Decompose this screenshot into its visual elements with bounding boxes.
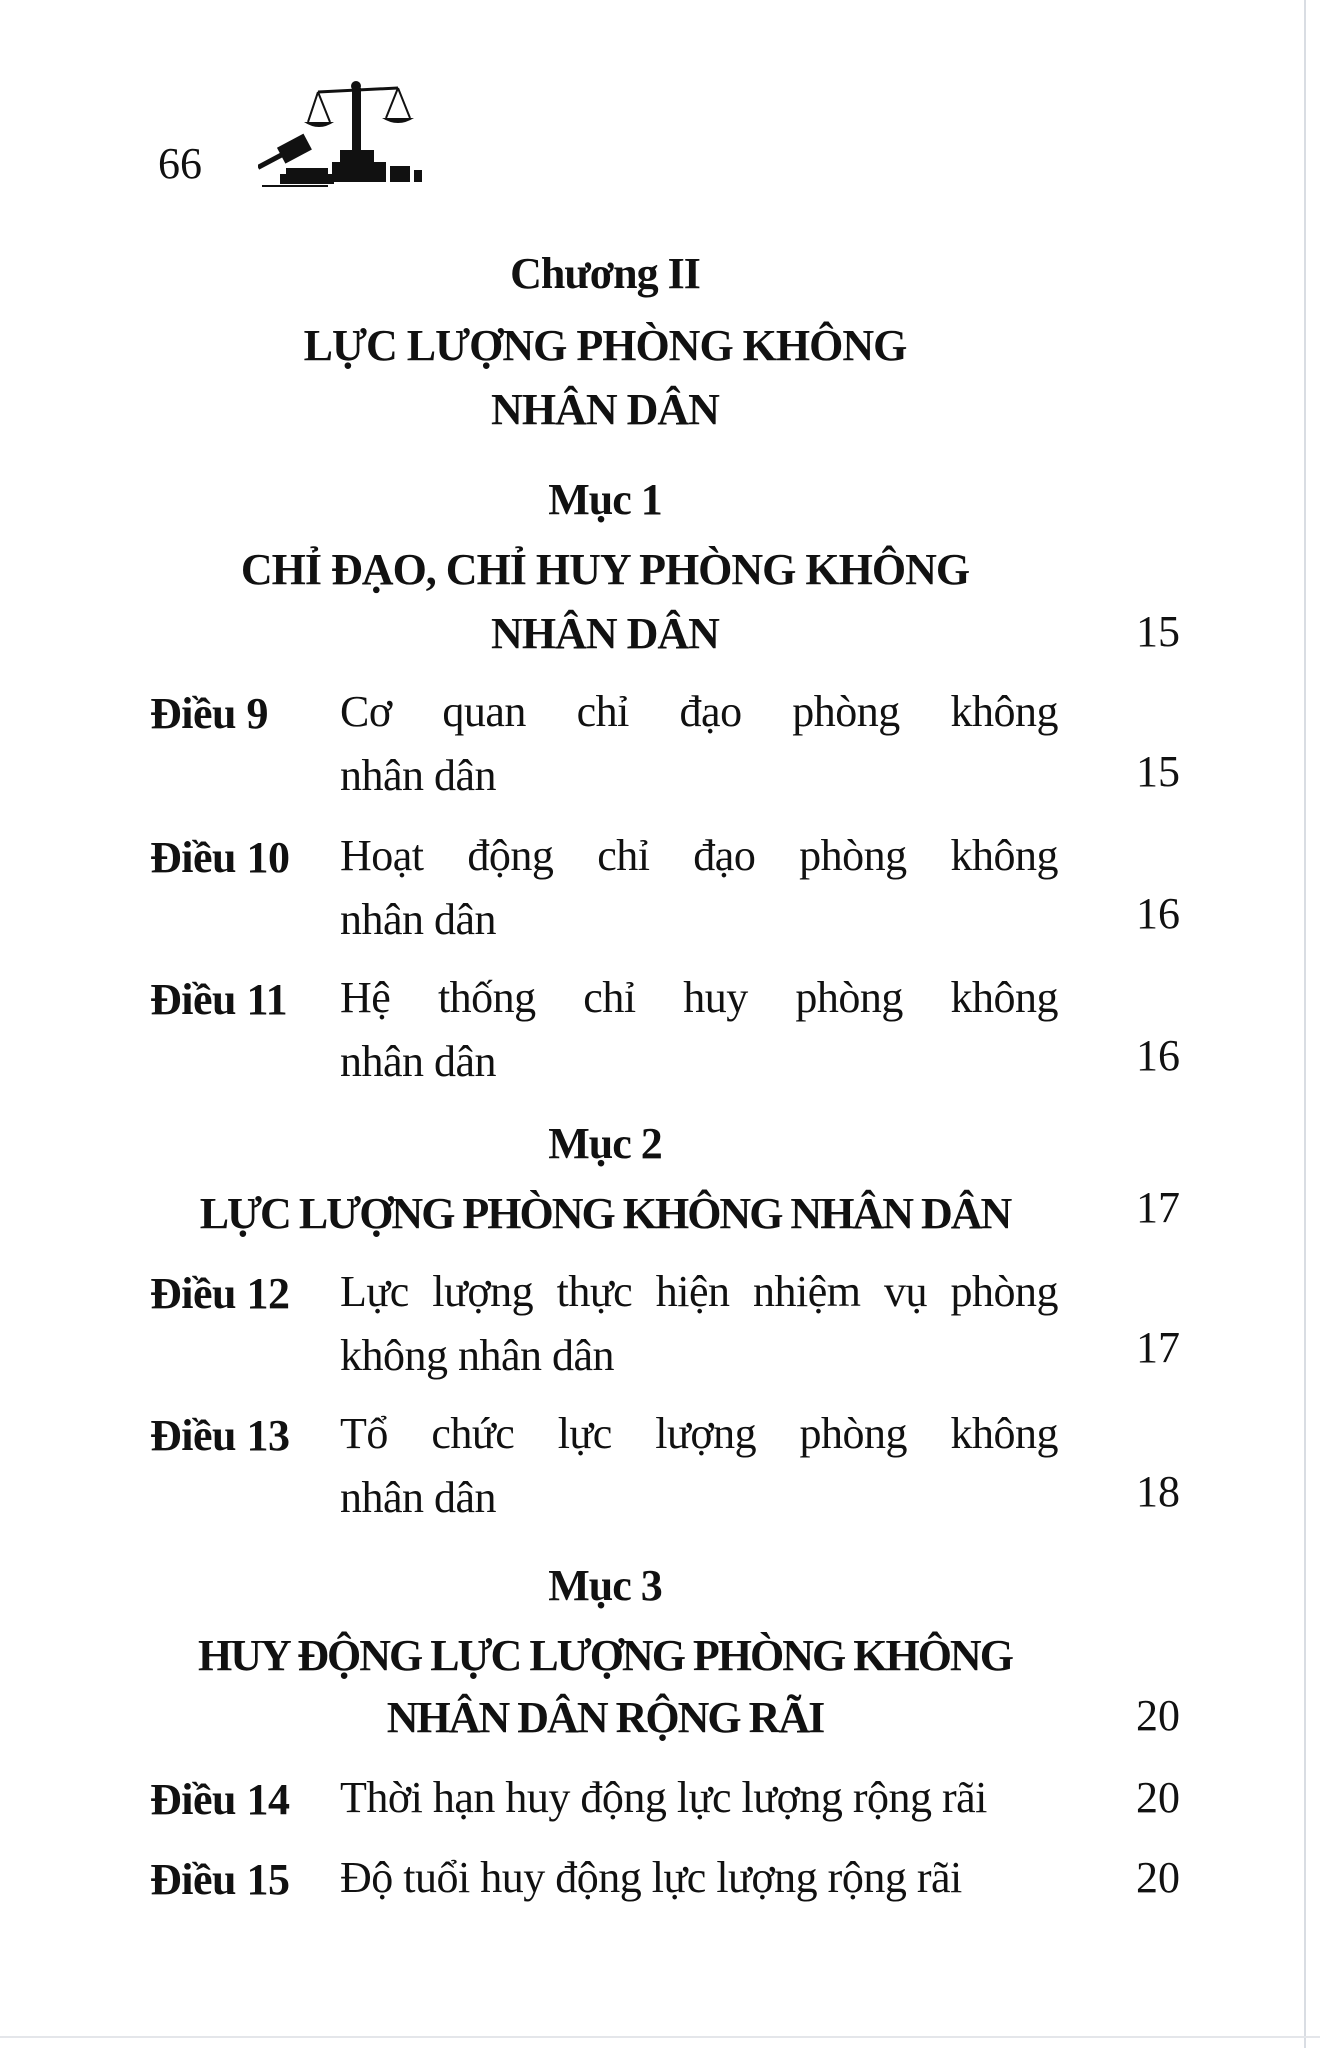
article-13-title xyxy=(340,1402,1058,1530)
article-9-title-line1: Cơ quan chỉ đạo phòng không xyxy=(340,687,1058,736)
article-10-label: Điều 10 xyxy=(150,833,290,882)
section-2-label: Mục 2 xyxy=(548,1119,662,1168)
article-11-title xyxy=(340,966,1058,1094)
article-15-page: 20 xyxy=(1136,1853,1180,1902)
section-3-title-line2: NHÂN DÂN RỘNG RÃI xyxy=(386,1693,824,1742)
article-11-title-line1: Hệ thống chỉ huy phòng không xyxy=(340,973,1058,1022)
article-11-label: Điều 11 xyxy=(150,975,288,1024)
article-14-page: 20 xyxy=(1136,1773,1180,1822)
article-12-label: Điều 12 xyxy=(150,1269,290,1318)
article-10-title xyxy=(340,824,1058,952)
article-10-page: 16 xyxy=(1136,889,1180,938)
article-13-title-line2: nhân dân xyxy=(340,1473,497,1522)
article-10-title-line1: Hoạt động chỉ đạo phòng không xyxy=(340,831,1058,880)
article-9-title-line2: nhân dân xyxy=(340,751,497,800)
section-1-title-line1: CHỈ ĐẠO, CHỈ HUY PHÒNG KHÔNG xyxy=(240,545,970,594)
section-1-page: 15 xyxy=(1136,607,1180,656)
article-12-title xyxy=(340,1260,1058,1388)
section-2-title-line1: LỰC LƯỢNG PHÒNG KHÔNG NHÂN DÂN xyxy=(199,1189,1011,1238)
page-bottom-edge xyxy=(0,2036,1320,2038)
chapter-title-line2: NHÂN DÂN xyxy=(491,385,719,434)
chapter-title-line1: LỰC LƯỢNG PHÒNG KHÔNG xyxy=(303,321,907,370)
scales-gavel-icon xyxy=(258,78,444,190)
article-13-page: 18 xyxy=(1136,1467,1180,1516)
chapter-label: Chương II xyxy=(510,249,700,298)
page-edge xyxy=(1304,0,1306,2048)
article-9-label: Điều 9 xyxy=(150,689,268,738)
article-15-title: Độ tuổi huy động lực lượng rộng rãi xyxy=(340,1853,962,1902)
article-14-label: Điều 14 xyxy=(150,1775,290,1824)
section-3-title-line1: HUY ĐỘNG LỰC LƯỢNG PHÒNG KHÔNG xyxy=(198,1631,1012,1680)
section-3-page: 20 xyxy=(1136,1691,1180,1740)
article-11-page: 16 xyxy=(1136,1031,1180,1080)
section-1-title-line2: NHÂN DÂN xyxy=(491,609,719,658)
article-9-title xyxy=(340,680,1058,808)
page-number: 66 xyxy=(158,139,202,188)
section-2-page: 17 xyxy=(1136,1183,1180,1232)
article-13-label: Điều 13 xyxy=(150,1411,290,1460)
article-14-title: Thời hạn huy động lực lượng rộng rãi xyxy=(340,1773,987,1822)
article-11-title-line2: nhân dân xyxy=(340,1037,497,1086)
article-12-page: 17 xyxy=(1136,1323,1180,1372)
section-1-label: Mục 1 xyxy=(548,475,662,524)
section-3-label: Mục 3 xyxy=(548,1561,662,1610)
article-10-title-line2: nhân dân xyxy=(340,895,497,944)
article-12-title-line1: Lực lượng thực hiện nhiệm vụ phòng xyxy=(340,1267,1058,1316)
article-13-title-line1: Tổ chức lực lượng phòng không xyxy=(340,1409,1058,1458)
article-12-title-line2: không nhân dân xyxy=(340,1331,615,1380)
article-9-page: 15 xyxy=(1136,747,1180,796)
page-header xyxy=(158,78,458,198)
article-15-label: Điều 15 xyxy=(150,1855,290,1904)
